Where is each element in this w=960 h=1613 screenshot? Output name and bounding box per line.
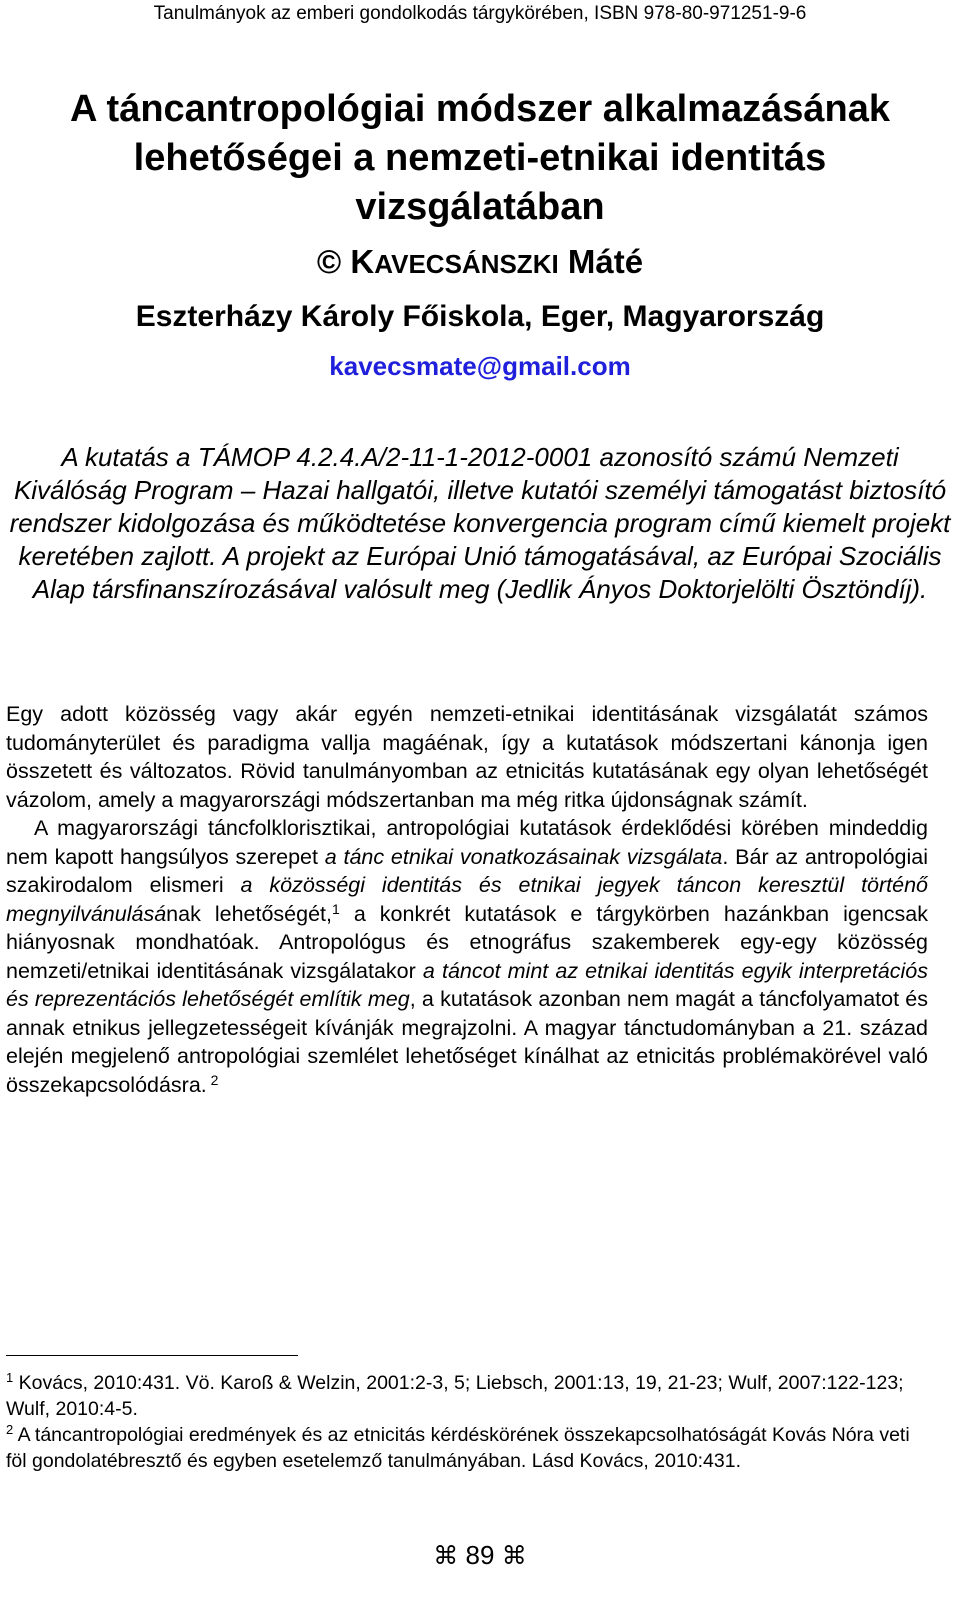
title-line-3: vizsgálatában bbox=[355, 186, 605, 228]
affiliation: Eszterházy Károly Főiskola, Eger, Magyarország bbox=[135, 300, 825, 333]
p2-italic-2: a közösségi identitás és etnikai jegyek táncon keresztül történő megnyilvánulásá bbox=[6, 873, 928, 926]
p2-italic-1: a tánc etnikai vonatkozásainak vizsgálata bbox=[324, 844, 723, 869]
title-line-1: A táncantropológiai módszer alkalmazásának bbox=[69, 88, 891, 130]
footnote-text-2: A táncantropológiai eredmények és az etnicitás kérdéskörének összekapcsolhatóságát Kovás Nóra veti föl gondolatébresztő és egyben esetelemző tanulmányában. Lásd Kovács, 2010:431. bbox=[6, 1424, 910, 1472]
funding-note: A kutatás a TÁMOP 4.2.4.A/2-11-1-2012-0001 azonosító számú Nemzeti Kiválóság Program – Hazai hallgatói, illetve kutatói személyi támogatást biztosító rendszer kidolgozása és működtetése konvergencia program című kiemelt projekt keretében zajlott. A projekt az Európai Unió támogatásával, az Európai Szociális Alap társfinanszírozásával valósult meg (Jedlik Ányos Doktorjelölti Ösztöndíj). bbox=[9, 442, 951, 604]
p2-text-5: , a kutatások azonban nem magát a táncfolyamatot és annak etnikus jellegzetességeit kívánják megrajzolni. A magyar tánctudományban a 21. század elején megjelenő antropológiai szemlélet lehetőséget kínálhat az etnicitás problémakörével való összekapcsolódásra. bbox=[6, 987, 928, 1097]
footnote-1 bbox=[6, 1370, 928, 1422]
footnote-ref-1[interactable]: 1 bbox=[332, 900, 340, 917]
author-email-link[interactable]: kavecsmate@gmail.com bbox=[329, 351, 631, 381]
p2-italic-3: a táncot mint az etnikai identitás egyik interpretációs és reprezentációs lehetőségét említik meg bbox=[6, 958, 928, 1011]
author-surname-rest: AVECSÁNSZKI bbox=[374, 249, 559, 279]
paragraph-2 bbox=[6, 814, 928, 1099]
command-symbol-icon: ⌘ bbox=[433, 1541, 459, 1570]
footnote-ref-2[interactable]: 2 bbox=[206, 1071, 219, 1088]
author-given-name: Máté bbox=[567, 243, 644, 280]
p2-text-1: A magyarországi táncfolklorisztikai, antropológiai kutatások érdeklődési körében mindeddig nem kapott hangsúlyos szerepet bbox=[6, 816, 928, 869]
footnote-mark-1: 1 bbox=[6, 1370, 14, 1385]
p2-text-3: nak lehetőségét, bbox=[166, 901, 332, 926]
p2-text-4: a konkrét kutatások e tárgykörben hazánkban igencsak hiányosnak mondhatóak. Antropológus és etnográfus szakemberek egy-egy közösség nemzeti/etnikai identitásának vizsgálatakor bbox=[6, 901, 928, 983]
footnote-mark-2: 2 bbox=[6, 1422, 14, 1437]
p2-text-2: . Bár az antropológiai szakirodalom elismeri bbox=[6, 844, 928, 897]
author-surname-initial: K bbox=[350, 243, 375, 280]
footnote-separator bbox=[6, 1355, 298, 1356]
author-line bbox=[0, 242, 960, 284]
page-number: 89 bbox=[465, 1540, 495, 1570]
footnote-text-1: Kovács, 2010:431. Vö. Karoß & Welzin, 2001:2-3, 5; Liebsch, 2001:13, 19, 21-23; Wulf, 2007:122-123; Wulf, 2010:4-5. bbox=[6, 1372, 904, 1420]
command-symbol-icon: ⌘ bbox=[501, 1541, 527, 1570]
page-number-footer bbox=[0, 1537, 960, 1574]
title-line-2: lehetőségei a nemzeti-etnikai identitás bbox=[133, 137, 827, 179]
footnotes bbox=[6, 1370, 928, 1474]
main-text bbox=[6, 700, 928, 1099]
footnote-2 bbox=[6, 1422, 928, 1474]
running-header: Tanulmányok az emberi gondolkodás tárgykörében, ISBN 978-80-971251-9-6 bbox=[153, 3, 807, 24]
copyright-symbol: © bbox=[316, 243, 342, 280]
paragraph-1: Egy adott közösség vagy akár egyén nemzeti-etnikai identitásának vizsgálatát számos tudományterület és paradigma vallja magáénak, így a kutatások módszertani kánonja igen összetett és változatos. Rövid tanulmányomban az etnicitás kutatásának egy olyan lehetőségét vázolom, amely a magyarországi módszertanban ma még ritka újdonságnak számít. bbox=[6, 702, 928, 812]
article-title bbox=[10, 85, 950, 232]
